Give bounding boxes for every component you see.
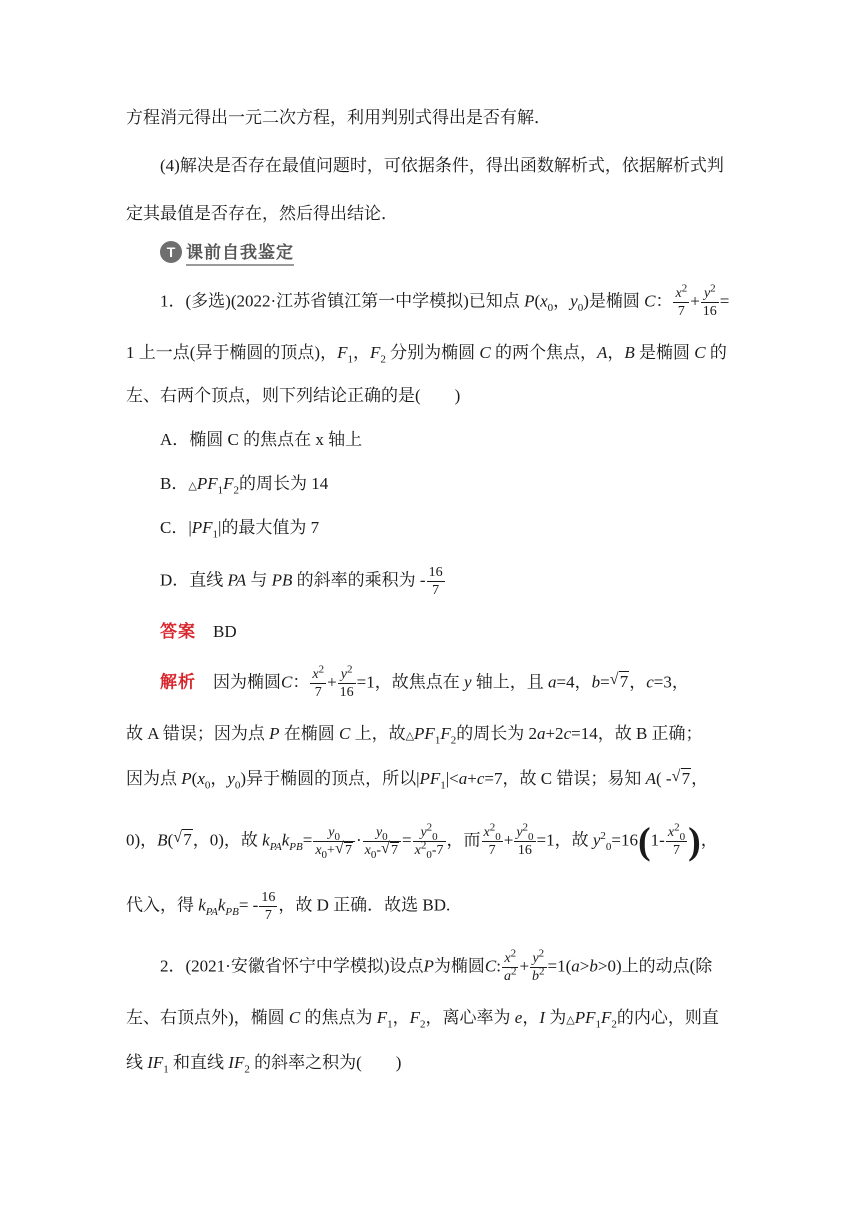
q1-analysis-line-5: 代入，得 $k_{PA}k_{PB}=$ - $\frac{16}{7}$ ，故 D 正确．故选 BD. [126,890,451,923]
q1-stem-line-2: 1 上一点(异于椭圆的顶点)，$F_1$，$F_2$ 分别为椭圆 C 的两个焦点，A，B 是椭圆 C 的 [126,343,727,366]
q1-option-c: C．$|PF_1|$的最大值为 7 [160,518,320,541]
q2-stem-line-1: 2．(2021·安徽省怀宁中学模拟)设点P为椭圆C: $\frac{x^2}{a^2}$ + $\frac{y^2}{b^2}$ =1(a>b>0)上的动点(除 [160,947,713,984]
intro-line-2: (4)解决是否存在最值问题时，可依据条件，得出函数解析式，依据解析式判 [160,156,724,175]
answer-label: 答案 [160,622,196,641]
q1-analysis-line-3: 因为点 $P(x_0$，$y_0$)异于椭圆的顶点，所以$|PF_1|<a+c=7$，故 C 错误；易知 A( -√ 7， [126,767,708,791]
q1-stem-line-3: 左、右两个顶点，则下列结论正确的是( ) [126,386,461,405]
intro-line-1: 方程消元得出一元二次方程，利用判别式得出是否有解． [126,108,551,127]
section-badge [160,238,294,266]
q1-analysis-line-4: 0)，B(√ 7，0)，故 $k_{PA}k_{PB}=$ $\frac{y_0}{x_0+√ 7}$ · $\frac{y_0}{x_0-√ 7}$ = $\frac{y^2_0}{x^2_0-7}$ ，而 $\frac{x^2_0}{7}$ + $\frac{y^2_0}{16}$ =1，故 $y^2_0=16(1-$ $\frac{x^2_0}{7}$ )， [126,824,718,859]
q1-option-b: B．$\triangle PF_1F_2$的周长为 14 [160,474,329,497]
q1-option-a: A．椭圆 C 的焦点在 x 轴上 [160,430,363,449]
q1-analysis-line-1: 解析 因为椭圆C： $\frac{x^2}{7}$ + $\frac{y^2}{16}$ =1，故焦点在 y 轴上，且 a=4，b=√ 7，c=3， [160,666,689,701]
analysis-label: 解析 [160,672,196,692]
q2-stem-line-2: 左、右顶点外)，椭圆 C 的焦点为 $F_1$，$F_2$，离心率为 e，I 为$\triangle PF_1F_2$的内心，则直 [126,1008,719,1031]
section-icon: T [160,241,182,263]
q1-analysis-line-2: 故 A 错误；因为点 P 在椭圆 C 上，故$\triangle PF_1F_2$的周长为 2a+2c=14，故 B 正确； [126,724,703,747]
q1-answer [160,620,237,644]
answer-value: BD [213,622,237,641]
intro-line-3: 定其最值是否存在，然后得出结论． [126,204,398,223]
q1-option-d: D．直线 PA 与 PB 的斜率的乘积为 - $\frac{16}{7}$ [160,565,443,598]
section-title: 课前自我鉴定 [186,238,294,266]
q1-stem-line-1: 1．(多选)(2022·江苏省镇江第一中学模拟)已知点 $P(x_0$，$y_0$)是椭圆 C： $\frac{x^2}{7}$ + $\frac{y^2}{16}$ = [160,282,730,319]
q2-stem-line-3: 线 $IF_1$ 和直线 $IF_2$ 的斜率之积为( ) [126,1053,402,1076]
